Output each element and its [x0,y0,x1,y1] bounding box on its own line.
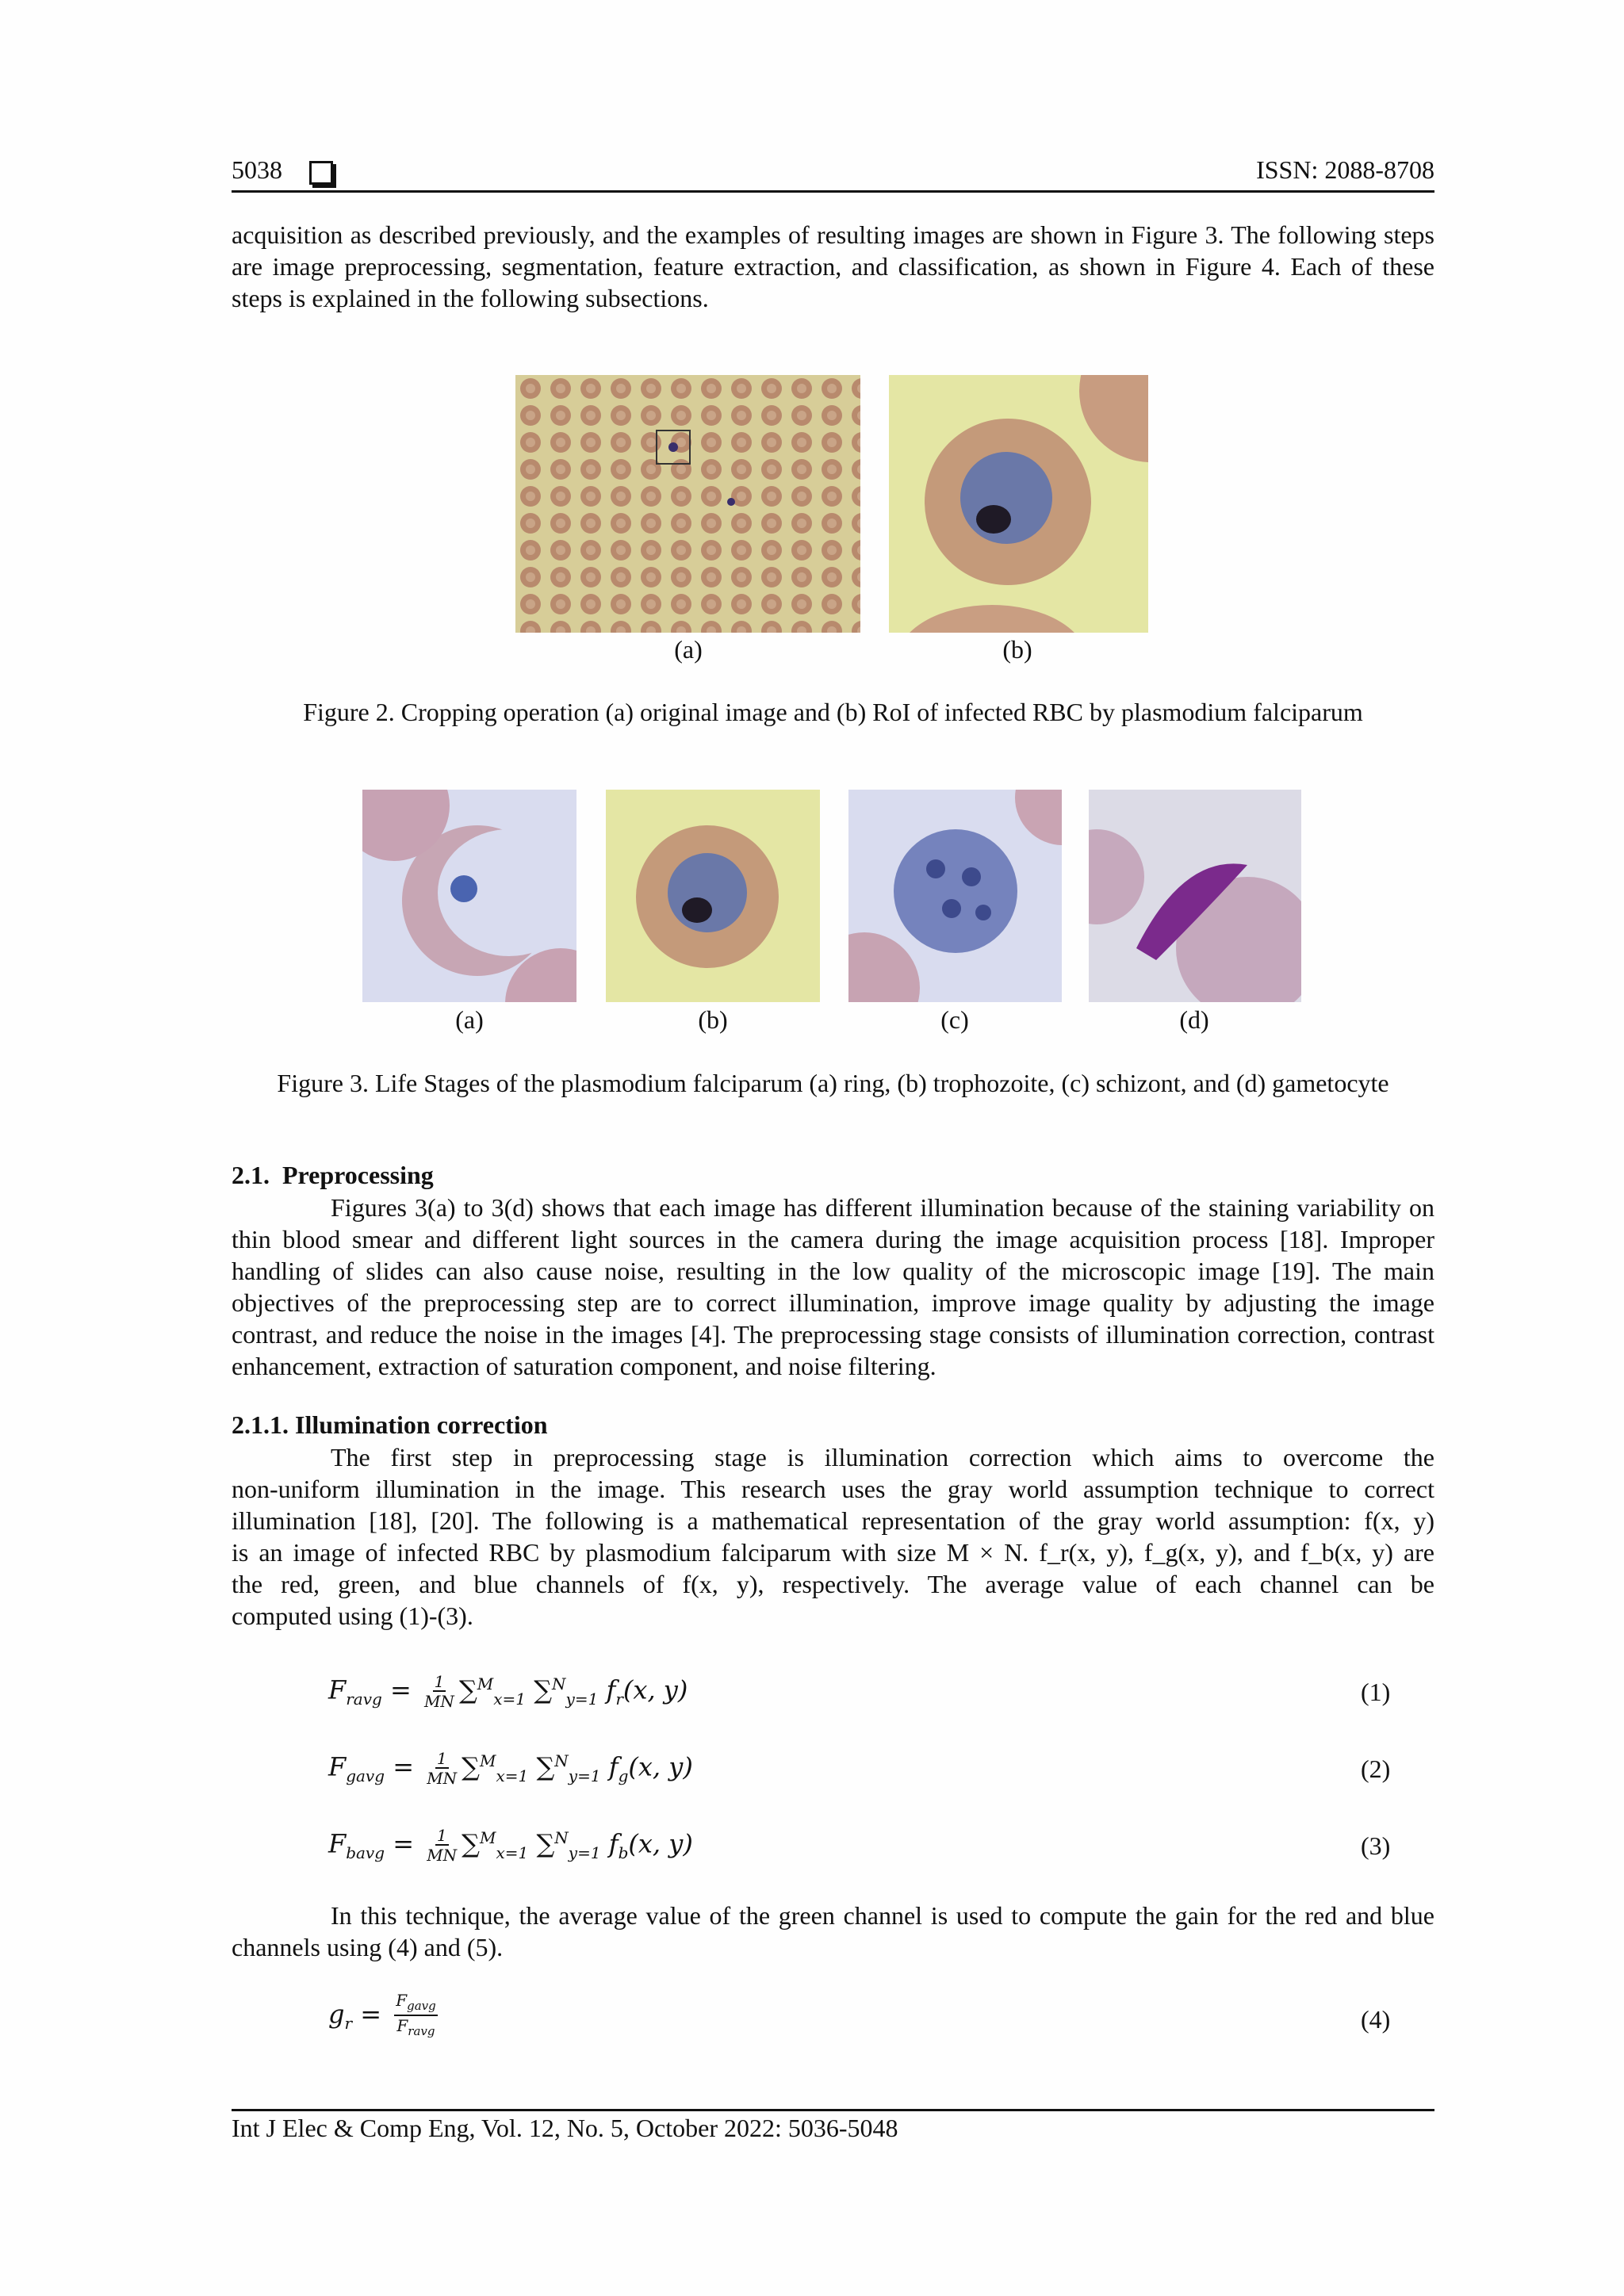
figure3-trophozoite-image [606,790,820,1002]
illum-line-3: illumination [18], [20]. The following is a mathematical representation of the gray world assumption: f(x, y) [232,1506,1434,1535]
figure2-original-image [515,375,860,633]
equation-4-number: (4) [1361,2005,1391,2034]
figure3-label-b: (b) [698,1005,728,1034]
figure3-label-d: (d) [1179,1005,1209,1034]
figure2-label-b: (b) [1002,635,1032,664]
figure3-label-a: (a) [455,1005,484,1034]
figure3-ring-image [362,790,576,1002]
equation-2: $F_{gavg}$ = $\frac{1}{MN}$ ∑$^M_{x=1}$ ∑$^N_{y=1}$ $f_g(x$, y) [328,1749,693,1788]
illum-line-2: non-uniform illumination in the image. This research uses the gray world assumption technique to correct [232,1475,1434,1503]
figure3-caption: Figure 3. Life Stages of the plasmodium falciparum (a) ring, (b) trophozoite, (c) schizont, and (d) gametocyte [277,1069,1389,1097]
checkbox-icon [309,161,333,185]
equation-1-number: (1) [1361,1678,1391,1706]
illum-line-6: computed using (1)-(3). [232,1601,473,1630]
figure3-gametocyte-image [1089,790,1301,1002]
figure2-roi-image [889,375,1148,633]
figure3-schizont-image [848,790,1062,1002]
gain-paragraph: In this technique, the average value of the green channel is used to compute the gain for the red and blue channels using (4) and (5). [232,1901,1434,1961]
equation-4: $g_r$ = $\frac{F_{gavg}}{F_{ravg}}$ [328,1991,436,2038]
figure3-label-c: (c) [940,1005,969,1034]
illum-line-1: The first step in preprocessing stage is illumination correction which aims to overcome the [331,1443,1434,1471]
illum-line-5: the red, green, and blue channels of f(x, y), respectively. The average value of each channel can be [232,1570,1434,1598]
figure2-caption: Figure 2. Cropping operation (a) original image and (b) RoI of infected RBC by plasmodium falciparum [303,698,1363,726]
intro-paragraph: acquisition as described previously, and the examples of resulting images are shown in Figure 3. The following steps are image preprocessing, segmentation, feature extraction, and classification, as shown in Figure 4. Each of these steps is explained in the following subsections. [232,220,1434,312]
equation-3: $F_{bavg}$ = $\frac{1}{MN}$ ∑$^M_{x=1}$ ∑$^N_{y=1}$ $f_b(x$, y) [328,1826,693,1865]
illumination-paragraph [232,1441,1434,1632]
issn: ISSN: 2088-8708 [1256,155,1434,184]
header-rule [232,190,1434,193]
section-heading-preprocessing: 2.1. Preprocessing [232,1161,434,1189]
figure2-label-a: (a) [674,635,703,664]
footer-rule [232,2109,1434,2111]
equation-1: $F_{ravg}$ = $\frac{1}{MN}$ ∑$^M_{x=1}$ ∑$^N_{y=1}$ $f_r(x$, y) [328,1672,688,1711]
preprocessing-paragraph: Figures 3(a) to 3(d) shows that each image has different illumination because of the staining variability on thin blood smear and different light sources in the camera during the image acquisition process [18]. Improper handling of slides can also cause noise, resulting in the low quality of the microscopic image [19]. The main objectives of the preprocessing step are to correct illumination, improve image quality by adjusting the image contrast, and reduce the noise in the images [4]. The preprocessing stage consists of illumination correction, contrast enhancement, extraction of saturation component, and noise filtering. [232,1193,1434,1380]
equation-3-number: (3) [1361,1831,1391,1860]
equation-2-number: (2) [1361,1755,1391,1783]
section-heading-illumination: 2.1.1. Illumination correction [232,1410,548,1439]
footer-citation: Int J Elec & Comp Eng, Vol. 12, No. 5, October 2022: 5036-5048 [232,2114,898,2142]
illum-line-4: is an image of infected RBC by plasmodium falciparum with size M × N. f_r(x, y), f_g(x, y), and f_b(x, y) are [232,1538,1434,1567]
page-number: 5038 [232,154,333,186]
